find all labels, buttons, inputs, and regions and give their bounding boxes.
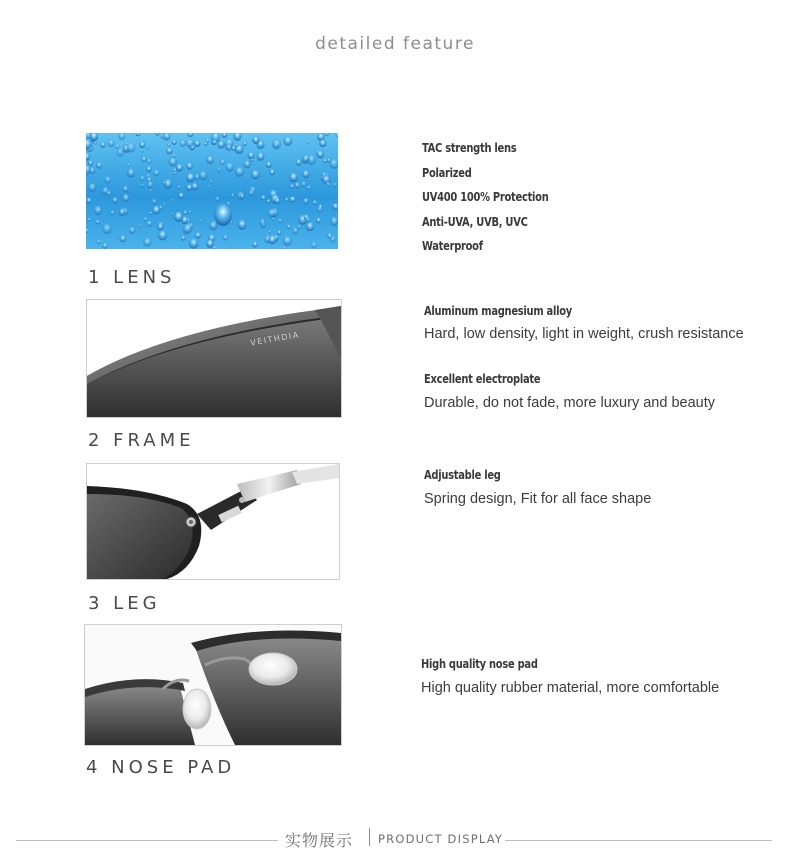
section-label-frame: 2 FRAME xyxy=(88,430,195,451)
section-label-nose-pad: 4 NOSE PAD xyxy=(86,757,236,778)
section-label-leg: 3 LEG xyxy=(88,593,161,614)
feature-leg-desc: Spring design, Fit for all face shape xyxy=(424,491,652,507)
nose-pad-image xyxy=(84,624,342,746)
feature-polarized: Polarized xyxy=(422,165,472,180)
frame-brand-mark: VEITHDIA xyxy=(249,330,301,348)
feature-electroplate-desc: Durable, do not fade, more luxury and beauty xyxy=(424,395,715,411)
feature-nose-pad: High quality nose pad xyxy=(421,656,538,671)
section-label-lens: 1 LENS xyxy=(88,267,176,288)
frame-image xyxy=(86,299,342,418)
lens-image xyxy=(86,133,338,249)
footer-title-en: PRODUCT DISPLAY xyxy=(378,832,504,846)
footer-divider-left xyxy=(16,840,278,841)
footer-separator xyxy=(369,828,370,846)
feature-adjustable-leg: Adjustable leg xyxy=(424,467,501,482)
feature-alloy-desc: Hard, low density, light in weight, crush resistance xyxy=(424,326,744,342)
feature-nose-pad-desc: High quality rubber material, more comfortable xyxy=(421,680,720,696)
feature-tac-lens: TAC strength lens xyxy=(422,140,517,155)
feature-anti-uv: Anti-UVA, UVB, UVC xyxy=(422,214,528,229)
page-title: detailed feature xyxy=(315,34,475,54)
feature-waterproof: Waterproof xyxy=(422,238,483,253)
feature-uv400: UV400 100% Protection xyxy=(422,189,549,204)
feature-electroplate: Excellent electroplate xyxy=(424,371,541,386)
leg-image xyxy=(86,463,340,580)
feature-aluminum-alloy: Aluminum magnesium alloy xyxy=(424,303,572,318)
footer-divider-right xyxy=(505,840,772,841)
footer-title-cn: 实物展示 xyxy=(285,831,354,850)
